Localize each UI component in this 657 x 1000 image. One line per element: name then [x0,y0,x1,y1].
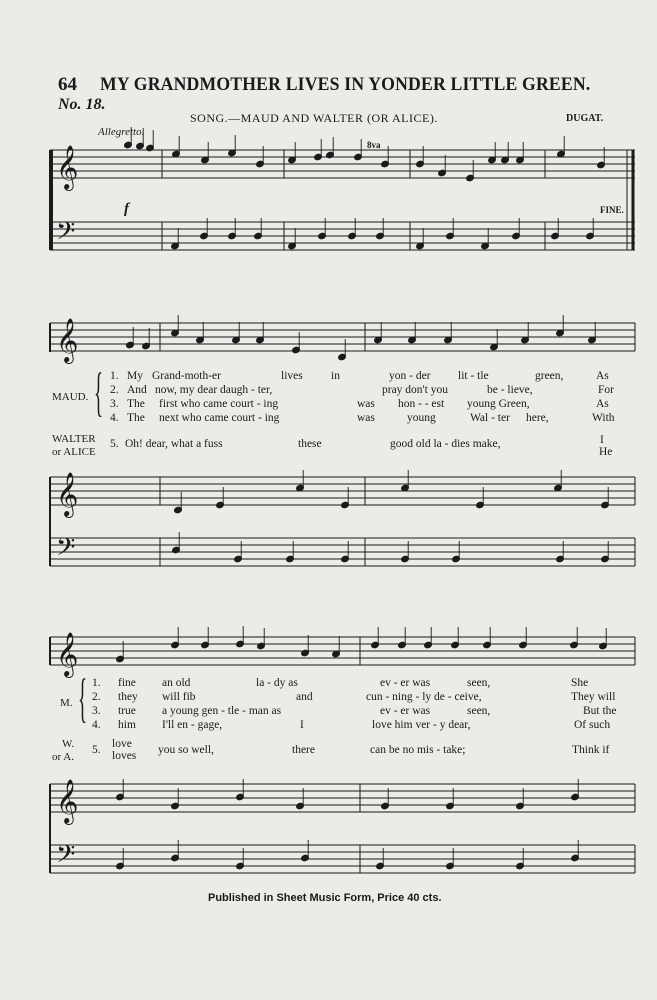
walter-voice-label-short: W. [62,738,75,750]
verse-line-s3-4-word: Of such [574,719,611,731]
clef-glyph: 𝄞 [56,145,79,189]
verse-line-s3-4-word: him [118,719,136,731]
verse-line-3-word: first who came court - ing [159,398,279,410]
verse-line-3-word: 3. [110,398,119,410]
verse-line-1-word: yon - der [389,370,431,382]
clef-glyph: 𝄞 [56,632,79,676]
alice-voice-label: or ALICE [52,446,96,458]
verse-5-word: He [599,446,613,458]
song-subtitle: SONG.—MAUD AND WALTER (OR ALICE). [190,111,438,125]
verse-line-s3-3-word: a young gen - tle - man as [162,705,282,717]
verse-brace: { [78,668,88,728]
verse-line-s3-2-word: and [296,691,313,703]
verse-line-1-word: Grand-moth-er [152,370,221,382]
verse-line-3-word: - - est [418,398,445,410]
verse-line-2-word: 2. [110,384,119,396]
verse-line-4-word: 4. [110,412,119,424]
verse-line-s3-4-word: love him ver - y dear, [372,719,471,731]
verse-line-4-word: was [357,412,375,424]
verse-5-word-s3: you so well, [158,744,214,756]
walter-voice-label: WALTER [52,433,96,445]
clef-glyph: 𝄞 [56,318,79,362]
page-number: 64 [58,74,77,95]
verse-line-s3-4-word: I [300,719,304,731]
verse-5-word-s3: there [292,744,315,756]
page-title: MY GRANDMOTHER LIVES IN YONDER LITTLE GREEN. [100,74,591,95]
verse-brace: { [94,362,104,422]
verse-line-s3-2-word: They will [571,691,616,703]
verse-line-4-word: next who came court - ing [159,412,280,424]
verse-line-2-word: And [127,384,147,396]
verse-line-s3-2-word: will fib [162,691,196,703]
verse-line-s3-1-word: la - dy as [256,677,298,689]
verse-line-4-word: The [127,412,145,424]
dynamic-marking: f [124,201,129,217]
verse-line-s3-1-word: seen, [467,677,491,689]
maud-voice-label: MAUD. [52,391,89,403]
clef-glyph: 𝄞 [56,779,79,823]
verse-line-2-word: For [598,384,614,396]
verse-5-word-s3: love [112,738,132,750]
verse-5-word: Oh! dear, what a fuss [125,438,223,450]
verse-line-s3-1-word: fine [118,677,136,689]
verse-line-s3-1-word: an old [162,677,191,689]
verse-line-s3-2-word: 2. [92,691,101,703]
verse-line-4-word: young [407,412,436,424]
verse-5-word: 5. [110,438,119,450]
fine-marking: FINE. [600,205,624,215]
ottava-marking: 8va [367,140,381,150]
verse-line-s3-3-word: true [118,705,136,717]
verse-line-1-word: 1. [110,370,119,382]
verse-line-s3-1-word: 1. [92,677,101,689]
verse-5-word: I [600,434,604,446]
tempo-marking: Allegretto. [98,126,145,138]
publisher-note: Published in Sheet Music Form, Price 40 cts. [208,892,442,904]
verse-5-word-s3: 5. [92,744,101,756]
verse-line-1-word: lives [281,370,303,382]
staff-lines [50,150,635,873]
verse-line-3-word: The [127,398,145,410]
verse-line-2-word: pray don't you [382,384,448,396]
verse-line-s3-3-word: But the [583,705,617,717]
verse-line-2-word: now, my dear daugh - ter, [155,384,273,396]
verse-5-word: these [298,438,322,450]
verse-line-s3-4-word: I'll en - gage, [162,719,223,731]
verse-line-s3-2-word: cun - ning - ly de - ceive, [366,691,482,703]
verse-line-4-word: Wal - ter [470,412,510,424]
clef-glyph: 𝄞 [56,472,79,516]
verse-line-3-word: hon [398,398,416,410]
verse-line-4-word: With [592,412,615,424]
clef-symbols [56,145,78,875]
verse-5-word-s3: loves [112,750,137,762]
verse-5-word-s3: can be no mis - take; [370,744,466,756]
verse-5-word-s3: Think if [572,744,610,756]
clef-glyph: 𝄢 [56,840,76,875]
verse-line-s3-1-word: She [571,677,589,689]
verse-line-s3-1-word: ev - er was [380,677,431,689]
verse-line-3-word: As [596,398,609,410]
clef-glyph: 𝄢 [56,217,76,252]
verse-line-1-word: in [331,370,340,382]
verse-line-s3-2-word: they [118,691,138,703]
verse-line-1-word: As [596,370,609,382]
alice-voice-label-short: or A. [52,751,74,763]
arranger-name: DUGAT. [566,113,604,124]
verse-line-3-word: was [357,398,375,410]
verse-line-1-word: My [127,370,143,382]
verse-line-4-word: here, [526,412,549,424]
verse-line-1-word: green, [535,370,564,382]
verse-line-3-word: young Green, [467,398,530,410]
maud-voice-label-short: M. [60,697,73,709]
verse-line-s3-4-word: 4. [92,719,101,731]
clef-glyph: 𝄢 [56,533,76,568]
song-number: No. 18. [58,96,106,113]
verse-line-s3-3-word: ev - er was [380,705,431,717]
verse-line-s3-3-word: 3. [92,705,101,717]
verse-line-1-word: lit - tle [458,370,489,382]
verse-5-word: good old la - dies make, [390,438,501,450]
verse-line-s3-3-word: seen, [467,705,491,717]
verse-line-2-word: be - lieve, [487,384,533,396]
